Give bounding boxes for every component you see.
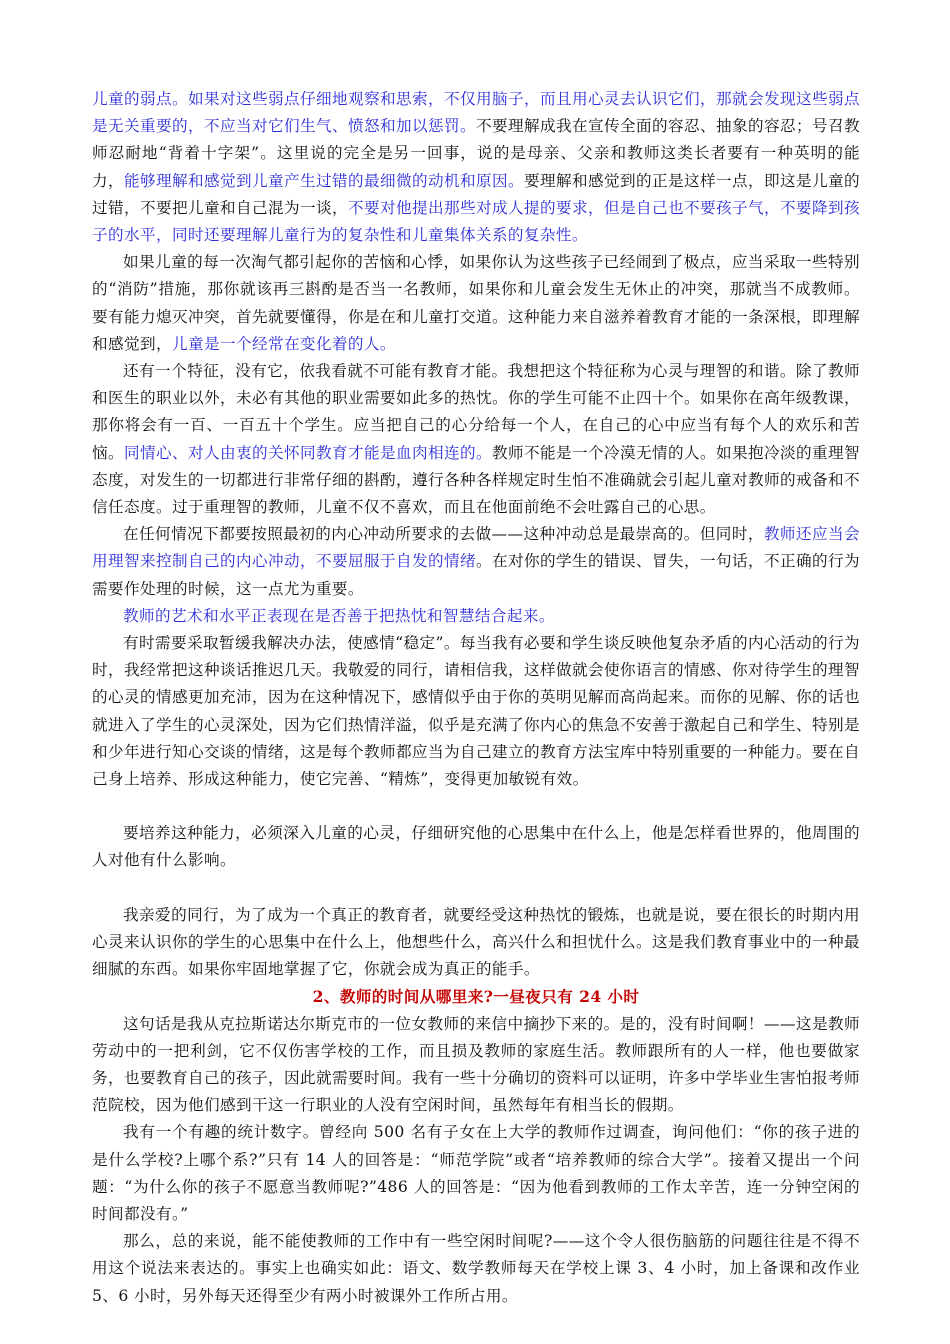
highlight-text: 不要对他提出那些对成人提的要求，但是自己也不要孩子气，不要降到孩子的水平，同时还要理解儿童行为的复杂性和儿童集体关系的复杂性。 (92, 198, 860, 245)
highlight-text: 能够理解和感觉到儿童产生过错的最细微的动机和原因。 (124, 171, 524, 190)
paragraph-8: 我亲爱的同行，为了成为一个真正的教育者，就要经受这种热忱的锻炼，也就是说，要在很长的时期内用心灵来认识你的学生的心思集中在什么上，他想些什么，高兴什么和担忧什么。这是我们教育事业中的一种最细腻的东西。如果你牢固地掌握了它，你就会成为真正的能手。 (92, 905, 860, 979)
body-text: 。在对你的学生的错误、冒失，一句话，不正确的行为需要作处理的时候，这一点尤为重要。 (92, 552, 860, 598)
body-text: 如果儿童的每一次淘气都引起你的苦恼和心悸，如果你认为这些孩子已经闹到了极点，应当采取一些特别的“消防”措施，那你就该再三斟酌是否当一名教师，如果你和儿童会发生无休止的冲突，那就当不成教师。要有能力熄灭冲突，首先就要懂得，你是在和儿童打交道。这种能力来自滋养着教育才能的一条深根，即理解和感觉到， (92, 253, 860, 353)
highlight-text: 教师还应当会用理智来控制自己的内心冲动，不要屈服于自发的情绪 (92, 525, 860, 571)
blank-line (92, 793, 860, 820)
blank-line (92, 875, 860, 902)
body-text: 在任何情况下都要按照最初的内心冲动所要求的去做——这种冲动总是最崇高的。但同时， (123, 525, 764, 544)
highlight-text: 儿童的弱点。如果对这些弱点仔细地观察和思索，不仅用脑子，而且用心灵去认识它们，那就会发现这些弱点是无关重要的，不应当对它们生气、愤怒和加以惩罚。 (92, 90, 860, 136)
document-page (92, 86, 860, 1310)
paragraph-3 (92, 358, 860, 521)
body-text: 不要理解成我在宣传全面的容忍、抽象的容忍；号召教师忍耐地“背着十字架”。这里说的完全是另一回事，说的是母亲、父亲和教师这类长者要有一种英明的能力， (92, 117, 860, 190)
paragraph-2 (92, 249, 860, 358)
paragraph-4 (92, 521, 860, 603)
paragraph-5: 教师的艺术和水平正表现在是否善于把热忱和智慧结合起来。 (123, 606, 555, 625)
paragraph-10: 我有一个有趣的统计数字。曾经向 500 名有子女在上大学的教师作过调查，询问他们：“你的孩子进的是什么学校?上哪个系?”只有 14 人的回答是：“师范学院”或者“培养教师的综合大学”。接着又提出一个问题：“为什么你的孩子不愿意当教师呢?”486 人的回答是：“因为他看到教师的工作太辛苦，连一分钟空闲的时间都没有。” (92, 1123, 860, 1223)
paragraph-7: 要培养这种能力，必须深入儿童的心灵，仔细研究他的心思集中在什么上，他是怎样看世界的，他周围的人对他有什么影响。 (92, 824, 860, 870)
body-text: 还有一个特征，没有它，依我看就不可能有教育才能。我想把这个特征称为心灵与理智的和谐。除了教师和医生的职业以外，未必有其他的职业需要如此多的热忱。你的学生可能不止四十个。如果你在高年级教课，那你将会有一百、一百五十个学生。应当把自己的心分给每一个人，在自己的心中应当有每个人的欢乐和苦恼。 (92, 362, 860, 462)
body-text: 要理解和感觉到的正是这样一点，即这是儿童的过错，不要把儿童和自己混为一谈， (92, 171, 860, 217)
paragraph-9: 这句话是我从克拉斯诺达尔斯克市的一位女教师的来信中摘抄下来的。是的，没有时间啊！——这是教师劳动中的一把利剑，它不仅伤害学校的工作，而且损及教师的家庭生活。教师跟所有的人一样，他也要做家务，也要教育自己的孩子，因此就需要时间。我有一些十分确切的资料可以证明，许多中学毕业生害怕报考师范院校，因为他们感到干这一行职业的人没有空闲时间，虽然每年有相当长的假期。 (92, 1014, 860, 1115)
body-text: 教师不能是一个冷漠无情的人。如果抱冷淡的重理智态度，对发生的一切都进行非常仔细的斟酌，遵行各种各样规定时生怕不准确就会引起儿童对教师的戒备和不信任态度。过于重理智的教师，儿童不仅不喜欢，而且在他面前绝不会吐露自己的心思。 (92, 443, 860, 517)
paragraph-11: 那么，总的来说，能不能使教师的工作中有一些空闲时间呢?——这个令人很伤脑筋的问题往往是不得不用这个说法来表达的。事实上也确实如此：语文、数学教师每天在学校上课 3、4 小时，加上备课和改作业 5、6 小时，另外每天还得至少有两小时被课外工作所占用。 (92, 1232, 860, 1305)
paragraph-6: 有时需要采取暂缓我解决办法，使感情“稳定”。每当我有必要和学生谈反映他复杂矛盾的内心活动的行为时，我经常把这种谈话推迟几天。我敬爱的同行，请相信我，这样做就会使你语言的情感、你对待学生的理智的心灵的情感更加充沛，因为在这种情况下，感情似乎由于你的英明见解而高尚起来。而你的见解、你的话也就进入了学生的心灵深处，因为它们热情洋溢，似乎是充满了你内心的焦急不安善于激起自己和学生、特别是和少年进行知心交谈的情绪，这是每个教师都应当为自己建立的教育方法宝库中特别重要的一种能力。要在自己身上培养、形成这种能力，使它完善、“精炼”，变得更加敏锐有效。 (92, 634, 860, 789)
paragraph-1 (92, 86, 860, 249)
section-heading: 2、教师的时间从哪里来?一昼夜只有 24 小时 (312, 987, 640, 1007)
highlight-text: 儿童是一个经常在变化着的人。 (171, 334, 396, 353)
highlight-text: 同情心、对人由衷的关怀同教育才能是血肉相连的。 (124, 443, 492, 462)
